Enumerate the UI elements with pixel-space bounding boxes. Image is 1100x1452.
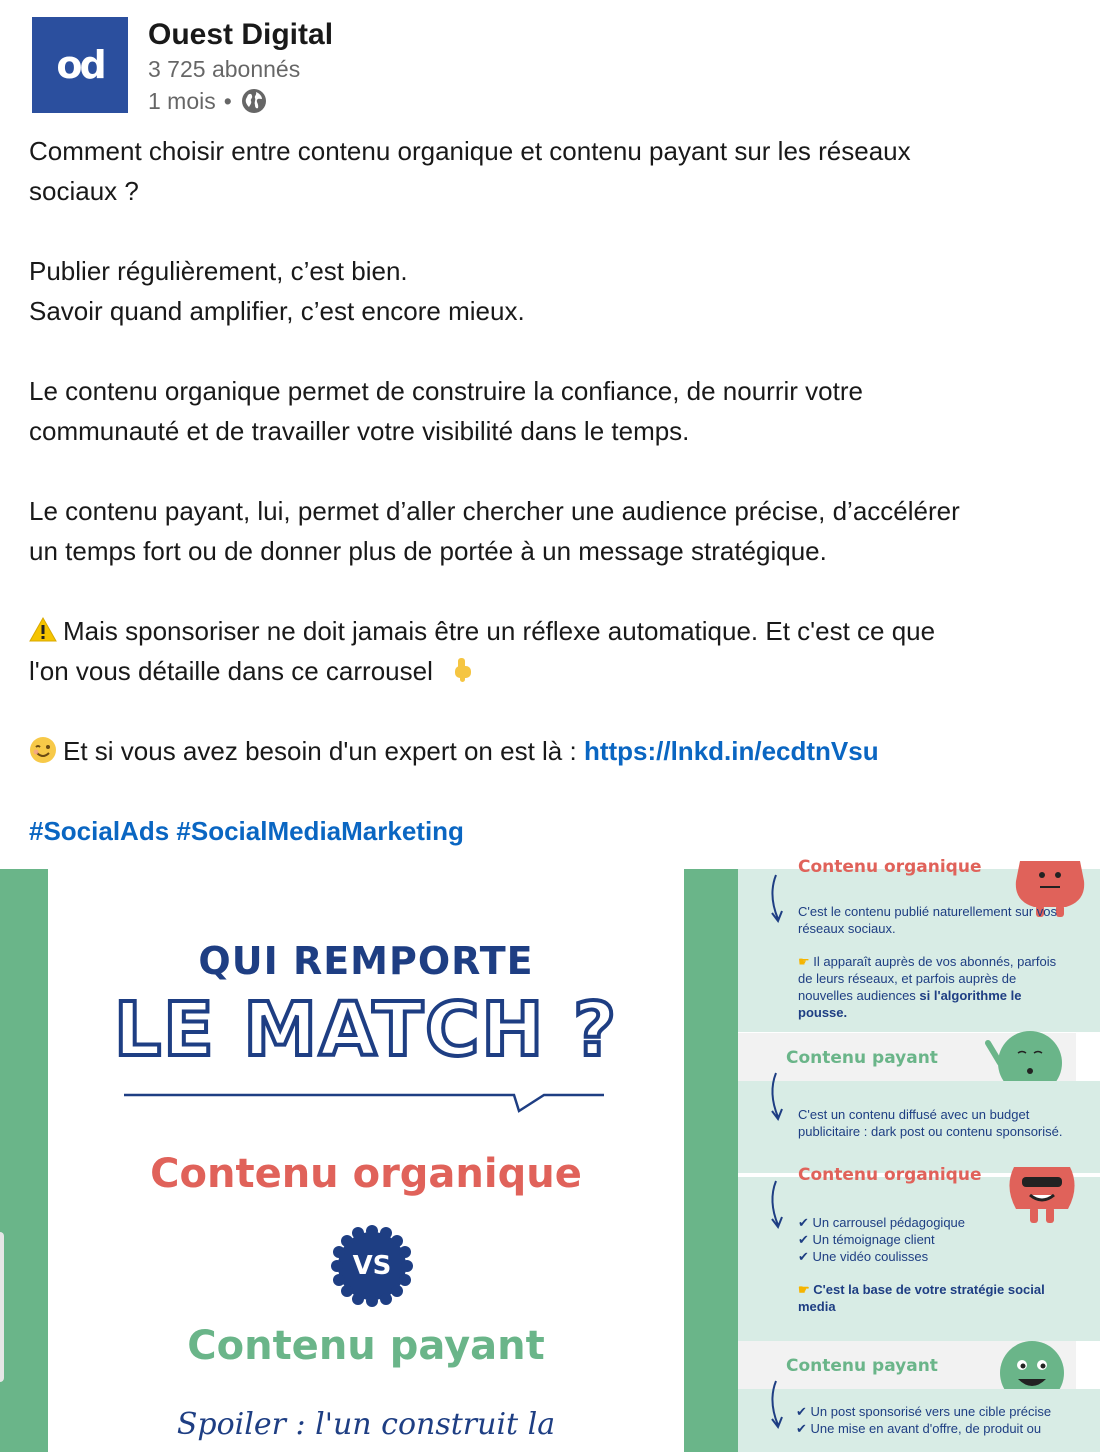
check-item: ✔ Un carrousel pédagogique: [798, 1215, 966, 1230]
post-header: [32, 17, 1072, 117]
pointing-hand-icon: ☛: [798, 954, 814, 969]
check-item: ✔ Un témoignage client: [798, 1232, 935, 1247]
speech-bubble-line: [124, 1087, 604, 1117]
organic-reach-text: Il apparaît auprès de vos abonnés, parfois de leurs réseaux, et parfois auprès de nouvelles audiences: [798, 954, 1057, 1003]
carousel-slide-1: [48, 869, 684, 1452]
paid-title: Contenu payant: [786, 1048, 938, 1068]
globe-icon: [240, 87, 268, 115]
check-icon: ✔: [796, 1404, 811, 1419]
carousel-prev-handle[interactable]: [0, 1232, 4, 1382]
post-line: un temps fort ou de donner plus de portée à un message stratégique.: [29, 536, 827, 566]
company-logo[interactable]: [32, 17, 128, 113]
organic-base: ☛ C'est la base de votre stratégie social media: [798, 1282, 1045, 1314]
post-line: Publier régulièrement, c’est bien.: [29, 256, 408, 286]
organic-definition: C'est le contenu publié naturellement sur vos réseaux sociaux.: [798, 904, 1058, 936]
arrow-down-icon: [766, 1073, 790, 1123]
meta-separator: •: [223, 88, 232, 114]
warning-icon: [29, 616, 57, 644]
arrow-down-icon: [766, 1381, 790, 1431]
carousel-mention: l'on vous détaille dans ce carrousel: [29, 656, 433, 686]
post-body: [29, 131, 1079, 851]
post-line-expert: [29, 731, 1079, 771]
arrow-down-icon: [766, 1181, 790, 1231]
organic-examples: [798, 1214, 1068, 1265]
pointing-hand-icon: ☛: [798, 1282, 814, 1297]
expert-text: Et si vous avez besoin d'un expert on est là :: [63, 736, 584, 766]
wink-icon: [29, 736, 57, 764]
warning-text: Mais sponsoriser ne doit jamais être un réflexe automatique. Et c'est ce que: [63, 616, 936, 646]
post-line: Le contenu organique permet de construire la confiance, de nourrir votre: [29, 376, 863, 406]
slide-spoiler: Spoiler : l'un construit la: [176, 1407, 556, 1442]
organic-title-cut-2: Contenu organique: [798, 1165, 982, 1185]
post-line-warning: [29, 611, 1079, 651]
paid-definition: C'est un contenu diffusé avec un budget publicitaire : dark post ou contenu sponsorisé.: [798, 1107, 1063, 1139]
slide-title-top: QUI REMPORTE: [198, 939, 534, 983]
organic-reach: [798, 953, 1073, 1021]
check-icon: ✔: [796, 1421, 811, 1436]
post-line: Comment choisir entre contenu organique et contenu payant sur les réseaux: [29, 136, 911, 166]
point-down-icon: [448, 656, 476, 684]
post-line: Savoir quand amplifier, c’est encore mieux.: [29, 296, 525, 326]
post-link[interactable]: https://lnkd.in/ecdtnVsu: [583, 736, 879, 766]
organic-reach-bold: si l'algorithme le pousse.: [798, 988, 1022, 1020]
logo-text: od: [56, 43, 104, 87]
paid-examples: [796, 1403, 1076, 1437]
check-icon: ✔: [798, 1215, 813, 1230]
slide-organic-label: Contenu organique: [150, 1151, 582, 1197]
paid-title-2: Contenu payant: [786, 1356, 938, 1376]
slide-title-main: LE MATCH ?: [113, 987, 619, 1073]
post-line: Le contenu payant, lui, permet d’aller chercher une audience précise, d’accélérer: [29, 496, 960, 526]
carousel-slide-2: [738, 857, 1100, 1452]
post-time: 1 mois: [148, 88, 216, 114]
post-meta: [148, 85, 333, 117]
author-info: [148, 17, 333, 117]
check-item: ✔ Un post sponsorisé vers une cible précise: [796, 1404, 1052, 1419]
author-name[interactable]: Ouest Digital: [148, 18, 334, 51]
check-icon: ✔: [798, 1249, 813, 1264]
vs-text: VS: [352, 1251, 392, 1281]
check-item: ✔ Une vidéo coulisses: [798, 1249, 929, 1264]
document-carousel[interactable]: [0, 857, 1100, 1452]
follower-count: 3 725 abonnés: [148, 56, 301, 82]
post-line: sociaux ?: [29, 176, 139, 206]
organic-title-cut: Contenu organique: [798, 857, 982, 877]
check-item: ✔ Une mise en avant d'offre, de produit ou: [796, 1421, 1042, 1436]
arrow-down-icon: [766, 875, 790, 925]
post-line: [29, 651, 1079, 691]
hashtags: [29, 811, 1079, 851]
post-line: communauté et de travailler votre visibilité dans le temps.: [29, 416, 690, 446]
hashtag-links[interactable]: #SocialAds #SocialMediaMarketing: [29, 816, 464, 846]
check-icon: ✔: [798, 1232, 813, 1247]
slide-paid-label: Contenu payant: [187, 1323, 545, 1369]
